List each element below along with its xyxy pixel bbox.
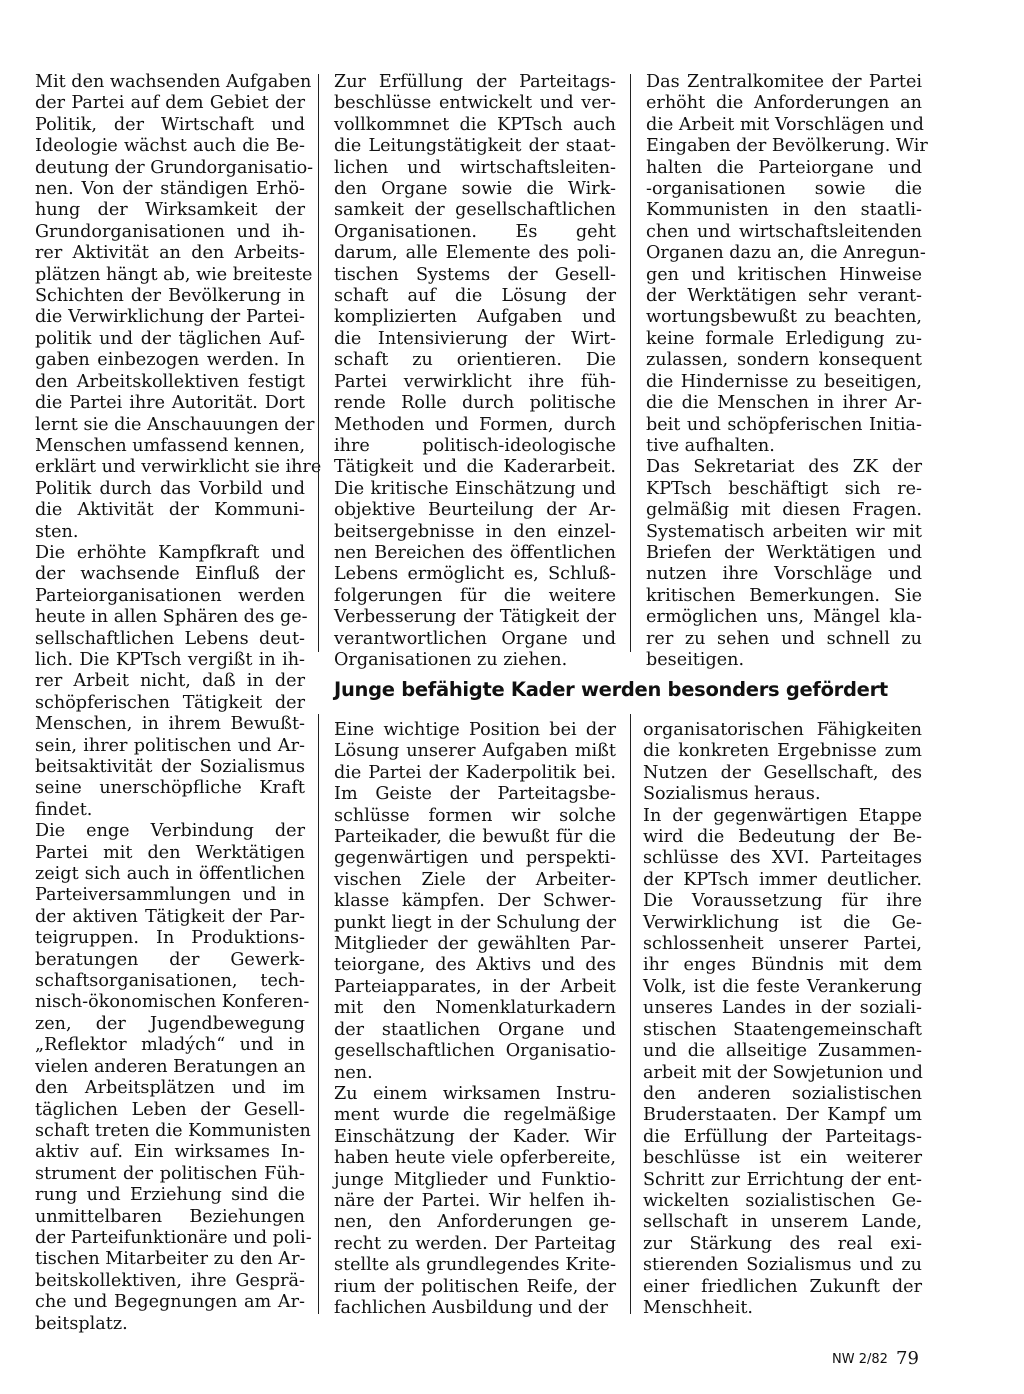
column-4 <box>334 720 616 1319</box>
text-line: folgerungen für die weitere <box>334 585 616 606</box>
paragraph <box>334 72 616 671</box>
text-line: stellte als grundlegendes Krite- <box>334 1255 616 1276</box>
text-line: Die kritische Einschätzung und <box>334 478 616 499</box>
text-line: sellschaft in unserem Lande, <box>643 1212 922 1233</box>
column-divider <box>318 714 319 1314</box>
text-line: Bruderstaaten. Der Kampf um <box>643 1105 922 1126</box>
text-line: Zu einem wirksamen Instru- <box>334 1083 616 1104</box>
text-line: Das Sekretariat des ZK der <box>646 457 922 478</box>
text-line: schaft auf die Lösung der <box>334 286 616 307</box>
text-line: erhöht die Anforderungen an <box>646 93 922 114</box>
text-line: Einschätzung der Kader. Wir <box>334 1126 616 1147</box>
text-line: Parteiversammlungen und in <box>35 885 305 906</box>
text-line: die konkreten Ergebnisse zum <box>643 741 922 762</box>
column-2 <box>334 72 616 671</box>
text-line: wird die Bedeutung der Be- <box>643 827 922 848</box>
text-line: kritischen Bemerkungen. Sie <box>646 585 922 606</box>
text-line: verantwortlichen Organe und <box>334 628 616 649</box>
text-line: gegenwärtigen und perspekti- <box>334 848 616 869</box>
text-line: den Organe sowie die Wirk- <box>334 179 616 200</box>
text-line: che und Begegnungen am Ar- <box>35 1292 305 1313</box>
text-line: KPTsch beschäftigt sich re- <box>646 478 922 499</box>
text-line: Zur Erfüllung der Parteitags- <box>334 72 616 92</box>
text-line: hung der Wirksamkeit der <box>35 200 305 221</box>
text-line: beitsergebnisse in den einzel- <box>334 521 616 542</box>
text-line: Parteiorganisationen werden <box>35 585 305 606</box>
text-line: erklärt und verwirklicht sie ihre <box>35 457 322 478</box>
text-line: mit den Nomenklaturkadern <box>334 998 616 1019</box>
text-line: Politik durch das Vorbild und <box>35 478 305 499</box>
text-line: die Verwirklichung der Partei- <box>35 307 305 328</box>
text-line: teigruppen. In Produktions- <box>35 928 305 949</box>
text-line: strument der politischen Füh- <box>35 1163 305 1184</box>
paragraph <box>334 1084 616 1319</box>
text-line: Grundorganisationen und ih- <box>35 221 305 242</box>
text-line: In der gegenwärtigen Etappe <box>643 805 922 826</box>
text-line: schlüsse des XVI. Parteitages <box>643 848 922 869</box>
text-line: Mit den wachsenden Aufgaben <box>35 72 312 92</box>
text-line: nen. Von der ständigen Erhö- <box>35 179 305 200</box>
text-line: teiorgane, des Aktivs und des <box>334 955 616 976</box>
text-line: Eingaben der Bevölkerung. Wir <box>646 136 928 157</box>
text-line: der KPTsch immer deutlicher. <box>643 869 922 890</box>
text-line: Parteiapparates, in der Arbeit <box>334 976 616 997</box>
text-line: Sozialismus heraus. <box>643 784 821 805</box>
text-line: Tätigkeit und die Kaderarbeit. <box>334 457 616 478</box>
text-line: näre der Partei. Wir helfen ih- <box>334 1190 616 1211</box>
text-line: beitskollektiven, ihre Gesprä- <box>35 1270 305 1291</box>
text-line: vielen anderen Beratungen an <box>35 1056 306 1077</box>
text-line: die die Menschen in ihrer Ar- <box>646 393 922 414</box>
text-line: der Werktätigen sehr verant- <box>646 286 922 307</box>
text-line: zur Stärkung des real exi- <box>643 1233 922 1254</box>
text-line: Menschen, in ihrem Bewußt- <box>35 714 305 735</box>
text-line: politik und der täglichen Auf- <box>35 328 305 349</box>
column-divider <box>318 74 319 652</box>
text-line: Kommunisten in den staatli- <box>646 200 922 221</box>
text-line: schaft treten die Kommunisten <box>35 1120 311 1141</box>
paragraph <box>35 72 322 543</box>
text-line: komplizierten Aufgaben und <box>334 307 616 328</box>
text-line: nutzen ihre Vorschläge und <box>646 564 922 585</box>
text-line: rium der politischen Reife, der <box>334 1276 616 1297</box>
text-line: schöpferischen Tätigkeit der <box>35 692 305 713</box>
text-line: der aktiven Tätigkeit der Par- <box>35 906 305 927</box>
text-line: schaft zu orientieren. Die <box>334 350 616 371</box>
text-line: den Arbeitsplätzen und im <box>35 1078 305 1099</box>
text-line: Im Geiste der Parteitagsbe- <box>334 784 616 805</box>
text-line: die Erfüllung der Parteitags- <box>643 1126 922 1147</box>
text-line: Verwirklichung ist die Ge- <box>643 912 922 933</box>
text-line: Organen dazu an, die Anregun- <box>646 243 926 264</box>
text-line: schaftsorganisationen, tech- <box>35 971 305 992</box>
text-line: lich. Die KPTsch vergißt in ih- <box>35 649 305 670</box>
text-line: schlossenheit unserer Partei, <box>643 934 922 955</box>
text-line: vischen Ziele der Arbeiter- <box>334 869 616 890</box>
text-line: keine formale Erledigung zu- <box>646 328 922 349</box>
text-line: Lösung unserer Aufgaben mißt <box>334 741 616 762</box>
text-line: die Arbeit mit Vorschlägen und <box>646 114 924 135</box>
text-line: rung und Erziehung sind die <box>35 1185 305 1206</box>
text-line: schlüsse formen wir solche <box>334 805 616 826</box>
paragraph <box>35 821 312 1335</box>
text-line: Organisationen zu ziehen. <box>334 649 568 670</box>
text-line: Verbesserung der Tätigkeit der <box>334 607 616 628</box>
text-line: die Aktivität der Kommuni- <box>35 500 305 521</box>
text-line: samkeit der gesellschaftlichen <box>334 200 616 221</box>
text-line: die Partei der Kaderpolitik bei. <box>334 762 616 783</box>
text-line: Parteikader, die bewußt für die <box>334 827 616 848</box>
text-line: organisatorischen Fähigkeiten <box>643 720 922 740</box>
text-line: rer Aktivität an den Arbeits- <box>35 243 305 264</box>
text-line: chen und wirtschaftsleitenden <box>646 221 922 242</box>
text-line: die Partei ihre Autorität. Dort <box>35 393 305 414</box>
text-line: objektive Beurteilung der Ar- <box>334 500 616 521</box>
text-line: gaben einbezogen werden. In <box>35 350 305 371</box>
column-3 <box>646 72 928 671</box>
text-line: wortungsbewußt zu beachten, <box>646 307 922 328</box>
text-line: haben heute viele opferbereite, <box>334 1148 616 1169</box>
text-line: tischen Mitarbeiter zu den Ar- <box>35 1249 306 1270</box>
text-line: Eine wichtige Position bei der <box>334 720 616 740</box>
text-line: den anderen sozialistischen <box>643 1083 922 1104</box>
text-line: arbeit mit der Sowjetunion und <box>643 1062 923 1083</box>
column-5 <box>643 720 922 1319</box>
text-line: die Intensivierung der Wirt- <box>334 328 616 349</box>
text-line: der staatlichen Organe und <box>334 1019 616 1040</box>
text-line: zulassen, sondern konsequent <box>646 350 922 371</box>
text-line: die Hindernisse zu beseitigen, <box>646 371 922 392</box>
text-line: recht zu werden. Der Parteitag <box>334 1233 616 1254</box>
text-line: nisch-ökonomischen Konferen- <box>35 992 310 1013</box>
text-line: beitsaktivität der Sozialismus <box>35 757 305 777</box>
text-line: Das Zentralkomitee der Partei <box>646 72 922 92</box>
text-line: Mitglieder der gewählten Par- <box>334 934 616 955</box>
paragraph <box>643 720 922 806</box>
text-line: Organisationen. Es geht <box>334 221 616 242</box>
text-line: Schichten der Bevölkerung in <box>35 286 305 307</box>
text-line: nen. <box>334 1062 373 1083</box>
text-line: zeigt sich auch in öffentlichen <box>35 864 305 885</box>
text-line: Die erhöhte Kampfkraft und <box>35 542 305 563</box>
text-line: aktiv auf. Ein wirksames In- <box>35 1142 305 1163</box>
text-line: ment wurde die regelmäßige <box>334 1105 616 1126</box>
text-line: Briefen der Werktätigen und <box>646 542 922 563</box>
text-line: punkt liegt in der Schulung der <box>334 912 616 933</box>
column-1 <box>35 72 322 1335</box>
text-line: Lebens ermöglicht es, Schluß- <box>334 564 616 585</box>
text-line: ihr enges Bündnis mit dem <box>643 955 922 976</box>
text-line: beschlüsse entwickelt und ver- <box>334 93 616 114</box>
text-line: sellschaftlichen Lebens deut- <box>35 628 305 649</box>
section-heading: Junge befähigte Kader werden besonders gefördert <box>334 678 888 701</box>
text-line: „Reflektor mladých“ und in <box>35 1035 305 1056</box>
text-line: der wachsende Einfluß der <box>35 564 305 585</box>
text-line: beschlüsse ist ein weiterer <box>643 1148 922 1169</box>
text-line: täglichen Leben der Gesell- <box>35 1099 305 1120</box>
text-line: Ideologie wächst auch die Be- <box>35 136 305 157</box>
text-line: -organisationen sowie die <box>646 179 922 200</box>
text-line: tischen Systems der Gesell- <box>334 264 616 285</box>
text-line: die Leitungstätigkeit der staat- <box>334 136 616 157</box>
text-line: findet. <box>35 799 93 820</box>
text-line: Menschen umfassend kennen, <box>35 435 306 456</box>
paragraph <box>646 72 928 457</box>
text-line: beratungen der Gewerk- <box>35 949 305 970</box>
text-line: halten die Parteiorgane und <box>646 157 922 178</box>
text-line: plätzen hängt ab, wie breiteste <box>35 264 313 285</box>
text-line: rer zu sehen und schnell zu <box>646 628 922 649</box>
paragraph <box>646 457 922 671</box>
issue-label: NW 2/82 <box>832 1352 888 1367</box>
text-line: Volk, ist die feste Verankerung <box>643 976 922 997</box>
text-line: stierenden Sozialismus und zu <box>643 1255 922 1276</box>
text-line: Nutzen der Gesellschaft, des <box>643 762 922 783</box>
text-line: nen, den Anforderungen ge- <box>334 1212 616 1233</box>
text-line: ihre politisch-ideologische <box>334 435 616 456</box>
text-line: vollkommnet die KPTsch auch <box>334 114 616 135</box>
text-line: unmittelbaren Beziehungen <box>35 1206 305 1227</box>
text-line: Methoden und Formen, durch <box>334 414 616 435</box>
paragraph <box>643 806 922 1320</box>
text-line: lichen und wirtschaftsleiten- <box>334 157 616 178</box>
text-line: Die Voraussetzung für ihre <box>643 891 922 912</box>
text-line: gelmäßig mit diesen Fragen. <box>646 500 922 521</box>
text-line: sten. <box>35 521 79 542</box>
text-line: stischen Staatengemeinschaft <box>643 1019 922 1040</box>
text-line: fachlichen Ausbildung und der <box>334 1297 608 1318</box>
text-line: rer Arbeit nicht, daß in der <box>35 671 305 692</box>
text-line: Die enge Verbindung der <box>35 821 305 842</box>
text-line: der Parteifunktionäre und poli- <box>35 1227 312 1248</box>
text-line: nen Bereichen des öffentlichen <box>334 542 616 563</box>
text-line: lernt sie die Anschauungen der <box>35 414 315 435</box>
text-line: unseres Landes in der soziali- <box>643 998 922 1019</box>
text-line: Politik, der Wirtschaft und <box>35 114 305 135</box>
paragraph <box>35 542 308 821</box>
text-line: Systematisch arbeiten wir mit <box>646 521 922 542</box>
text-line: beit und schöpferischen Initia- <box>646 414 922 435</box>
text-line: ermöglichen uns, Mängel kla- <box>646 607 922 628</box>
text-line: Schritt zur Errichtung der ent- <box>643 1169 922 1190</box>
text-line: gen und kritischen Hinweise <box>646 264 922 285</box>
text-line: Partei verwirklicht ihre füh- <box>334 371 616 392</box>
text-line: heute in allen Sphären des ge- <box>35 607 308 628</box>
paragraph <box>334 720 616 1084</box>
text-line: Menschheit. <box>643 1297 754 1318</box>
text-line: klasse kämpfen. Der Schwer- <box>334 891 616 912</box>
text-line: beseitigen. <box>646 649 745 670</box>
text-line: der Partei auf dem Gebiet der <box>35 93 305 114</box>
text-line: den Arbeitskollektiven festigt <box>35 371 305 392</box>
column-divider <box>630 74 631 652</box>
text-line: deutung der Grundorganisatio- <box>35 157 314 178</box>
text-line: Partei mit den Werktätigen <box>35 842 305 863</box>
text-line: seine unerschöpfliche Kraft <box>35 778 305 799</box>
text-line: darum, alle Elemente des poli- <box>334 243 616 264</box>
text-line: tive aufhalten. <box>646 435 775 456</box>
page-number: 79 <box>896 1348 919 1369</box>
column-divider <box>630 714 631 1314</box>
text-line: zen, der Jugendbewegung <box>35 1013 305 1034</box>
text-line: wickelten sozialistischen Ge- <box>643 1190 922 1211</box>
text-line: gesellschaftlichen Organisatio- <box>334 1041 616 1062</box>
text-line: und die allseitige Zusammen- <box>643 1041 922 1062</box>
text-line: beitsplatz. <box>35 1313 128 1334</box>
text-line: sein, ihrer politischen und Ar- <box>35 735 305 756</box>
text-line: rende Rolle durch politische <box>334 393 616 414</box>
text-line: junge Mitglieder und Funktio- <box>334 1169 616 1190</box>
text-line: einer friedlichen Zukunft der <box>643 1276 922 1297</box>
